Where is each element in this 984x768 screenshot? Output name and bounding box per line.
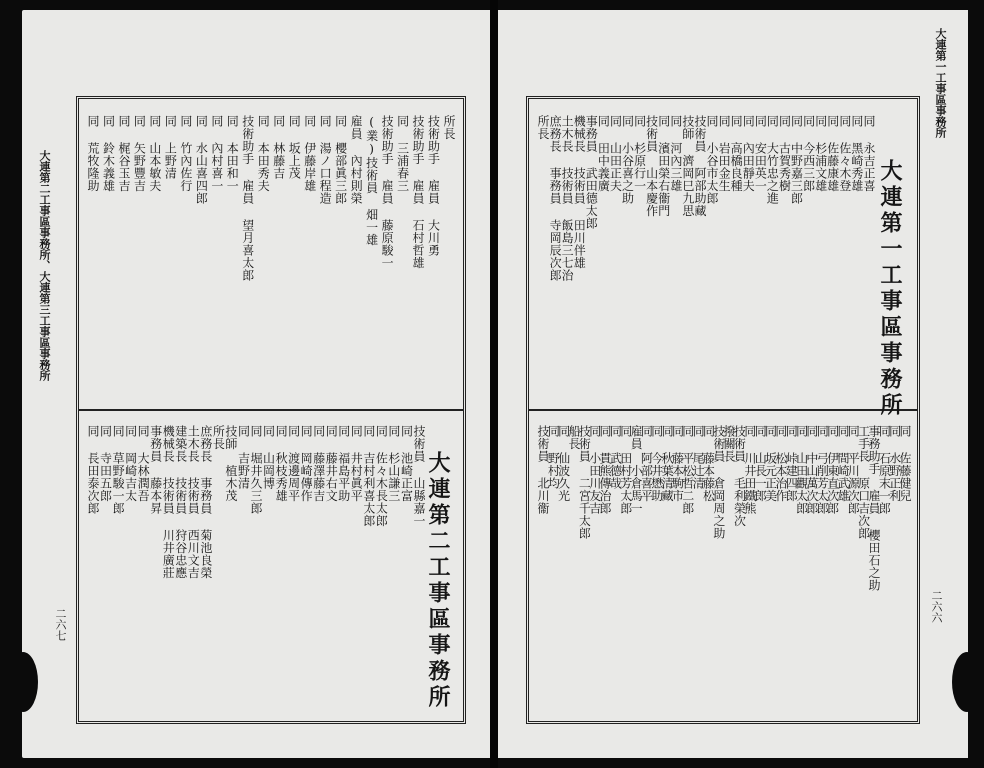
roster-entry: 機械長 技術員 川井廣莊: [161, 425, 176, 579]
roster-entry: 同 內田靜夫: [741, 115, 756, 192]
roster-entry: 技術助手 雇員 望月喜太郎: [240, 115, 255, 282]
roster-entry: 同 小田川友吉: [587, 425, 602, 515]
roster-entry: 同 高橋良種: [729, 115, 744, 192]
roster-entry: 同 鈴木義雄: [101, 115, 116, 192]
roster-entry: 同 長田泰次郎: [86, 425, 100, 515]
roster-entry: 同 本田和一: [225, 115, 240, 192]
roster-entry: 同 田中義廣: [596, 115, 611, 192]
roster-entry: 同 小谷喜之助: [620, 115, 635, 205]
roster-entry: 事務員 武田德太郎: [584, 115, 599, 230]
roster-entry: 同 池崎正富: [399, 425, 414, 502]
roster-entry: 同 坂上茂: [287, 115, 302, 180]
right-top-block: [529, 107, 917, 407]
roster-entry: 庶務長 事務員 菊池良榮: [198, 425, 213, 579]
roster-entry: 同 藤澤藤吉: [311, 425, 326, 502]
roster-entry: 同 今井懋助: [649, 425, 664, 502]
roster-entry: 工手長 原口吉次郎: [856, 425, 871, 540]
page-notch: [22, 652, 38, 712]
roster-entry: 同 武德哉: [608, 425, 623, 490]
roster-entry: (業)技術員 畑一雄: [364, 115, 379, 246]
roster-entry: 同 大林潤吾: [136, 425, 151, 502]
roster-entry: 庶務長 事務員 寺岡辰次郎: [548, 115, 563, 282]
roster-entry: 同 佐々木登: [837, 115, 852, 192]
roster-entry: 同 永吉正喜: [862, 115, 876, 192]
roster-entry: 技術員 山縣嘉一: [412, 425, 426, 527]
roster-entry: 同 平川源次郎: [846, 425, 861, 515]
roster-entry: 同 井村眞平: [349, 425, 364, 502]
roster-entry: 同 吉村利喜太郎: [361, 425, 376, 527]
roster-entry: 同 寺田五郎: [98, 425, 113, 502]
office-title: 大連第一工事區事務所: [877, 159, 903, 419]
book-gutter: [490, 0, 498, 768]
page-number: 二六七: [54, 608, 67, 641]
roster-entry: 同 間崎武雄: [835, 425, 850, 502]
roster-entry: 雇員 內村則榮: [349, 115, 364, 205]
roster-entry: 同 田村芳太郎: [618, 425, 633, 515]
block-divider: [529, 409, 917, 411]
roster-entry: 同 古賀秀樹: [777, 115, 792, 192]
roster-entry: 同 大竹忠之進: [765, 115, 780, 205]
left-page: [22, 10, 490, 758]
roster-entry: 同 水野正利: [887, 425, 902, 502]
roster-entry: 同 川井田鐵熊: [742, 425, 757, 515]
roster-entry: 雇員 小倉馬一: [629, 425, 644, 515]
roster-entry: 船長: [567, 425, 582, 450]
roster-entry: 同 野村均: [546, 425, 561, 490]
roster-entry: 技術助手 雇員 大川勇: [426, 115, 441, 257]
roster-entry: 同 內村喜一: [209, 115, 224, 192]
roster-entry: 技師 濟岡巳九思: [680, 115, 695, 217]
roster-entry: 建築長 技術員 狩谷忠應: [173, 425, 188, 579]
roster-entry: 機械長 技術員 田川伴雄: [572, 115, 587, 269]
roster-entry: 技術員 二宮千太郎: [577, 425, 592, 540]
roster-entry: 同 櫻部眞三郎: [333, 115, 348, 205]
roster-entry: 所長: [536, 115, 550, 140]
roster-entry: 同 山岡博: [261, 425, 276, 490]
roster-entry: 同 秋葉清藏: [660, 425, 675, 502]
office-title: 大連第二工事區事務所: [425, 451, 451, 711]
roster-entry: 同 伊東直次郎: [825, 425, 840, 515]
roster-entry: 同 平松哲二郎: [680, 425, 695, 515]
running-header: 大連第一工事區事務所: [934, 28, 947, 138]
roster-entry: 同 中山萬次郎: [804, 425, 819, 515]
roster-entry: 同 峠建四郎: [784, 425, 799, 502]
roster-entry: 同 山田正夫: [608, 115, 623, 192]
roster-entry: 同 小谷市太郎: [705, 115, 720, 205]
roster-frame: [76, 96, 466, 724]
roster-entry: 同 濱田榮右衞門: [656, 115, 671, 217]
roster-entry: 同 荒牧隆助: [86, 115, 100, 192]
roster-entry: 技術助手 雇員 石村哲雄: [411, 115, 426, 269]
roster-entry: 同 阿部喜平: [639, 425, 654, 502]
roster-entry: 土木長 技術員 飯島三七治: [560, 115, 575, 282]
roster-entry: 同 吉野清: [236, 425, 251, 490]
roster-entry: 同 渡邊周平: [286, 425, 301, 502]
roster-entry: 同 山本敏夫: [147, 115, 162, 192]
roster-entry: 同 弓削芳太郎: [815, 425, 830, 515]
roster-entry: 同 竹內佐行: [178, 115, 193, 192]
left-top-block: [79, 107, 463, 407]
block-divider: [79, 409, 463, 411]
roster-entry: 同 三浦春三: [395, 115, 410, 192]
roster-entry: 同 草野駿一郎: [111, 425, 126, 515]
roster-entry: 同 黑崎秀雄: [849, 115, 864, 192]
roster-entry: 同 杉山謙三: [386, 425, 401, 502]
roster-entry: 同 水山喜四郎: [194, 115, 209, 205]
roster-entry: 同 矢野豐吉: [132, 115, 147, 192]
roster-entry: 同 藤井右文: [324, 425, 339, 502]
roster-entry: 技術員 山本慶作: [644, 115, 659, 217]
roster-entry: 同 杉原行一: [632, 115, 647, 192]
roster-entry: 同 梶谷玉吉: [116, 115, 131, 192]
roster-entry: 技術員 倉岡周之助: [711, 425, 726, 540]
roster-entry: 同 河內三雄: [668, 115, 683, 192]
left-bottom-block: [79, 417, 463, 717]
roster-entry: 技術員 阿部助藏: [692, 115, 707, 217]
roster-entry: 同 上野清: [163, 115, 178, 180]
roster-entry: 同 貫熊傳治郎: [598, 425, 613, 515]
roster-frame: [526, 96, 920, 724]
roster-entry: 事務助手 雇員 櫻田石之助: [866, 425, 881, 592]
page-number: 二六六: [930, 590, 943, 623]
running-header: 大連第二工事區事務所、大連第三工事區事務所: [38, 150, 51, 381]
roster-entry: 同 藤本藤松: [701, 425, 716, 502]
roster-entry: 同 杉浦文雄: [813, 115, 828, 192]
roster-entry: 同 尾辻清: [691, 425, 706, 490]
roster-entry: 同 安田英一: [753, 115, 768, 192]
roster-entry: 同 今西三郎: [801, 115, 816, 192]
roster-entry: 同 林藤吉: [271, 115, 286, 180]
roster-entry: 技師 植木茂: [223, 425, 238, 502]
page-notch: [952, 652, 968, 712]
roster-entry: 所長: [442, 115, 456, 140]
roster-entry: 同 藤本駒市: [670, 425, 685, 502]
roster-entry: 同 本田秀夫: [256, 115, 271, 192]
roster-entry: 撥關長: [722, 425, 737, 463]
roster-entry: 同 湯ノ口程造: [318, 115, 333, 205]
right-page: [498, 10, 968, 758]
roster-entry: 同 福島平助: [336, 425, 351, 502]
roster-entry: 同 中野嘉三郎: [789, 115, 804, 205]
right-bottom-block: [529, 417, 917, 717]
roster-entry: 同 秋枝秀雄: [274, 425, 289, 502]
roster-entry: 所長: [211, 425, 226, 450]
roster-entry: 技術員 毛利榮次: [732, 425, 747, 527]
roster-entry: 同 岩田金生: [717, 115, 732, 192]
roster-entry: 同 坂元正美: [763, 425, 778, 502]
roster-entry: 同 山長一郎: [753, 425, 768, 502]
roster-entry: 同 仙波久光: [556, 425, 571, 502]
roster-entry: 土木長 技術員 西川文吉: [186, 425, 201, 579]
roster-entry: 同 佐藤康雄: [825, 115, 840, 192]
roster-entry: 事務員 藤本昇: [148, 425, 163, 515]
roster-entry: 同 岡崎傳作: [299, 425, 314, 502]
roster-entry: 同 佐藤健兒: [898, 425, 912, 502]
roster-entry: 同 佐々木長太郎: [374, 425, 389, 527]
roster-entry: 同 岡崎吉太: [123, 425, 138, 502]
roster-entry: 同 山田觀太郎: [794, 425, 809, 515]
roster-entry: 同 石原末一郎: [877, 425, 892, 515]
roster-entry: 同 堀井久三郎: [249, 425, 263, 515]
roster-entry: 技術員 北川衞: [536, 425, 550, 515]
roster-entry: 同 伊藤岸雄: [302, 115, 317, 192]
roster-entry: 同 松本治作: [773, 425, 788, 502]
roster-entry: 技術助手 雇員 藤原駿一: [380, 115, 395, 269]
